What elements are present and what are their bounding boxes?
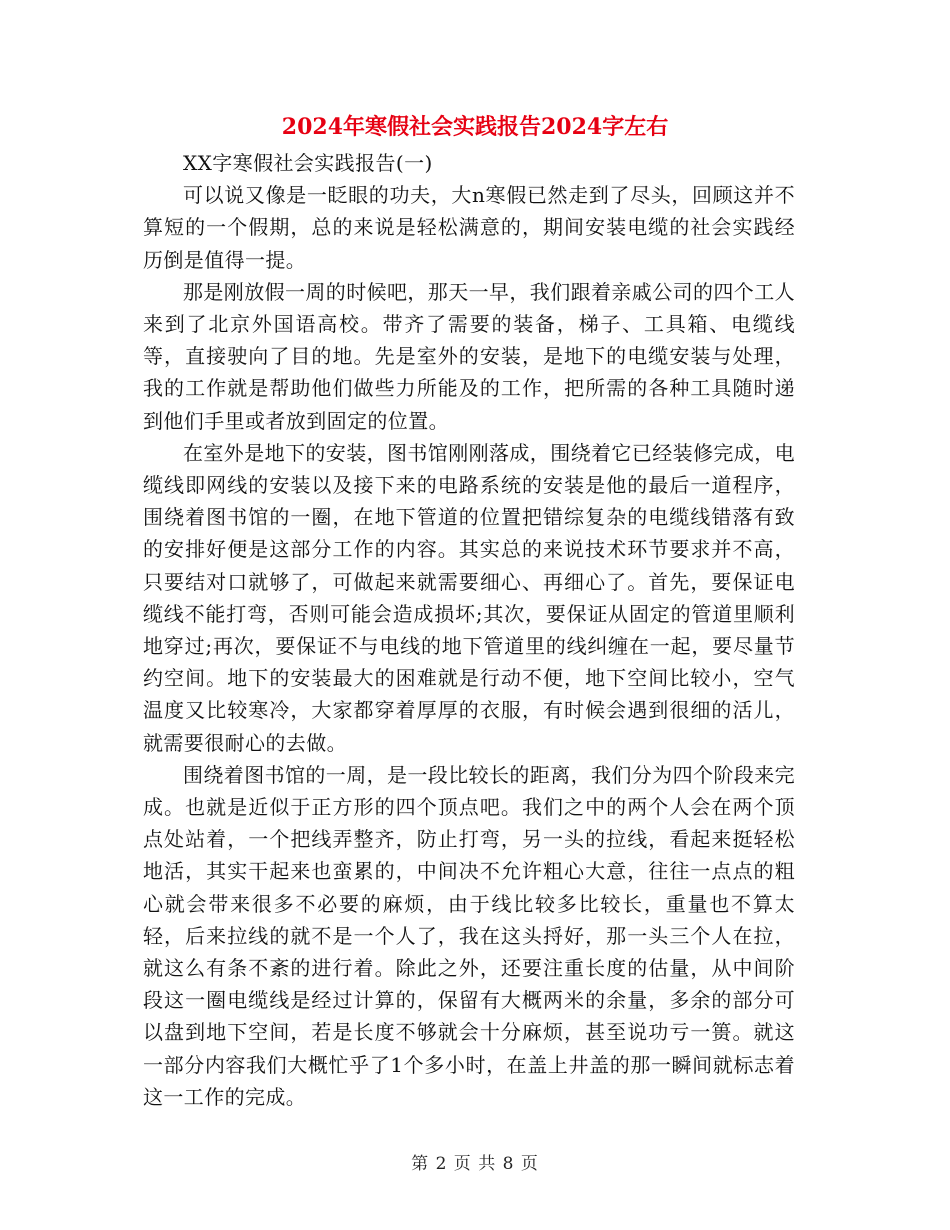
document-title: 2024年寒假社会实践报告2024字左右: [281, 114, 669, 140]
paragraph-4: 围绕着图书馆的一周，是一段比较长的距离，我们分为四个阶段来完成。也就是近似于正方形的四个顶点吧。我们之中的两个人会在两个顶点处站着，一个把线弄整齐，防止打弯，另一头的拉线，看起来挺轻松地活，其实干起来也蛮累的，中间决不允许粗心大意，往往一点点的粗心就会带来很多不必要的麻烦，由于线比较多比较长，重量也不算太轻，后来拉线的就不是一个人了，我在这头捋好，那一头三个人在拉，就这么有条不紊的进行着。除此之外，还要注重长度的估量，从中间阶段这一圈电缆线是经过计算的，保留有大概两米的余量，多余的部分可以盘到地下空间，若是长度不够就会十分麻烦，甚至说功亏一篑。就这一部分内容我们大概忙乎了1个多小时，在盖上井盖的那一瞬间就标志着这一工作的完成。: [143, 762, 795, 1109]
section-heading: XX字寒假社会实践报告(一): [183, 151, 433, 175]
page-number-footer: 第 2 页 共 8 页: [411, 1154, 539, 1174]
document-body: [143, 147, 795, 1113]
paragraph-1: 可以说又像是一眨眼的功夫，大n寒假已然走到了尽头，回顾这并不算短的一个假期，总的来说是轻松满意的，期间安装电缆的社会实践经历倒是值得一提。: [143, 183, 795, 272]
paragraph-3: 在室外是地下的安装，图书馆刚刚落成，围绕着它已经装修完成，电缆线即网线的安装以及接下来的电路系统的安装是他的最后一道程序，围绕着图书馆的一圈，在地下管道的位置把错综复杂的电缆线错落有致的安排好便是这部分工作的内容。其实总的来说技术环节要求并不高，只要结对口就够了，可做起来就需要细心、再细心了。首先，要保证电缆线不能打弯，否则可能会造成损坏;其次，要保证从固定的管道里顺利地穿过;再次，要保证不与电线的地下管道里的线纠缠在一起，要尽量节约空间。地下的安装最大的困难就是行动不便，地下空间比较小，空气温度又比较寒冷，大家都穿着厚厚的衣服，有时候会遇到很细的活儿，就需要很耐心的去做。: [143, 440, 795, 755]
paragraph-2: 那是刚放假一周的时候吧，那天一早，我们跟着亲戚公司的四个工人来到了北京外国语高校。带齐了需要的装备，梯子、工具箱、电缆线等，直接驶向了目的地。先是室外的安装，是地下的电缆安装与处理，我的工作就是帮助他们做些力所能及的工作，把所需的各种工具随时递到他们手里或者放到固定的位置。: [143, 279, 795, 433]
